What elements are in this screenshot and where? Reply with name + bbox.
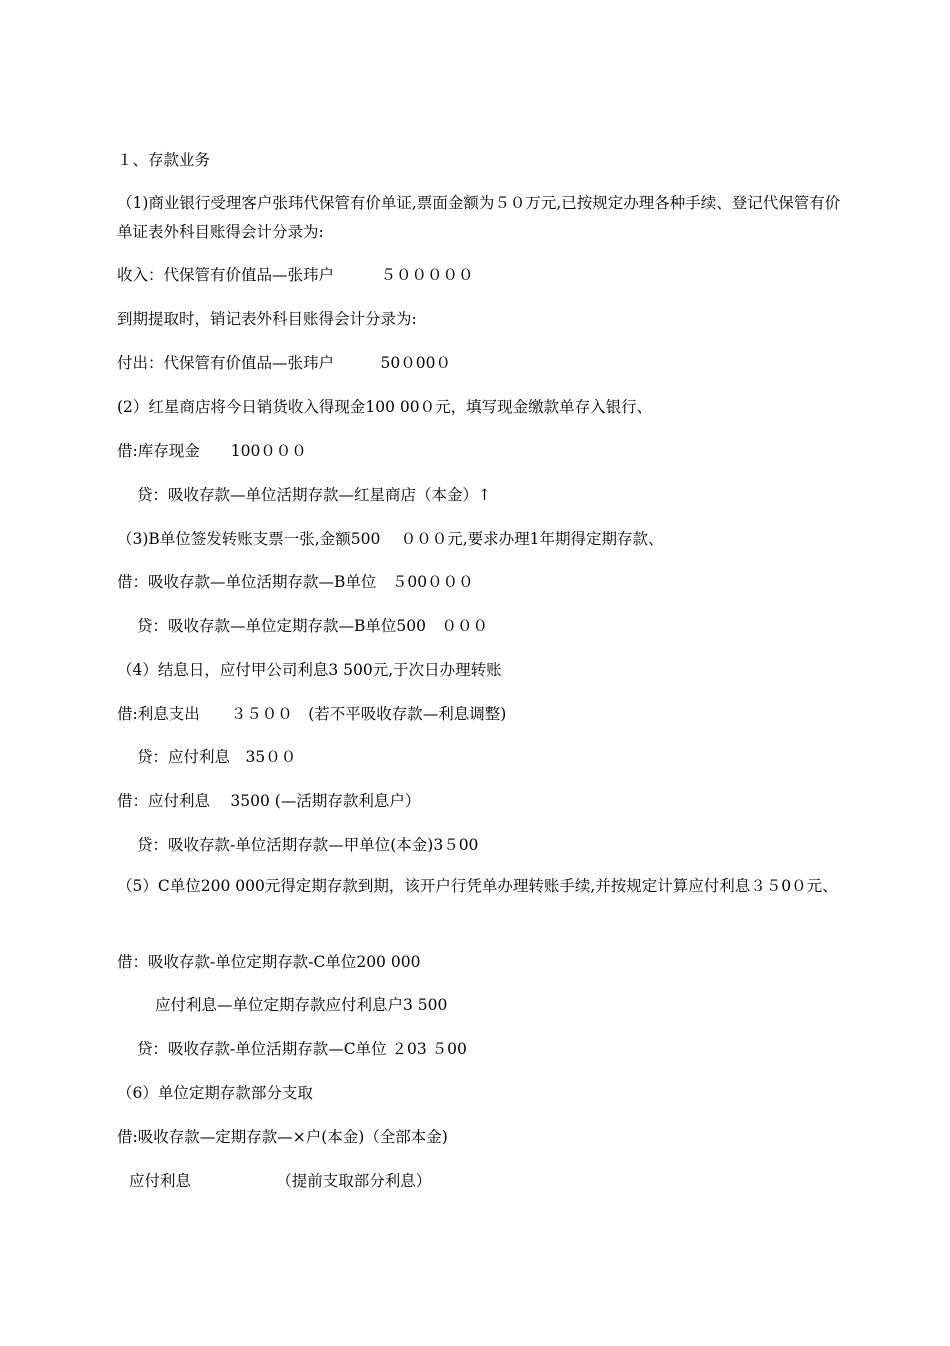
entry-line: 借：吸收存款—单位活期存款—B单位 ５00０００ (117, 573, 474, 591)
entry-line: 收入：代保管有价值品—张玮户 ５０００００ (117, 266, 474, 284)
paragraph-1: （1)商业银行受理客户张玮代保管有价单证,票面金额为５０万元,已按规定办理各种手续、登记代保管有价单证表外科目账得会计分录为: (117, 194, 841, 241)
entry-line: 借：吸收存款-单位定期存款-C单位200 000 (117, 953, 421, 971)
entry-line: 贷：吸收存款—单位活期存款—红星商店（本金）↑ (137, 486, 491, 504)
entry-line: 贷：应付利息 35００ (137, 748, 297, 766)
paragraph-4: （4）结息日，应付甲公司利息3 500元,于次日办理转账 (117, 661, 502, 679)
entry-line: 贷：吸收存款-单位活期存款—C单位 ２03 ５00 (137, 1040, 467, 1058)
entry-line: 借：应付利息 3500 (—活期存款利息户） (117, 792, 421, 810)
paragraph-3: （3)B单位签发转账支票一张,金额500 ０００元,要求办理1年期得定期存款、 (117, 530, 664, 548)
entry-line: 借:利息支出 ３５００ (若不平吸收存款—利息调整) (117, 705, 507, 723)
text-line: 到期提取时，销记表外科目账得会计分录为: (117, 310, 417, 328)
paragraph-6: （6）单位定期存款部分支取 (117, 1084, 313, 1102)
entry-line: 付出：代保管有价值品—张玮户 50０00０ (117, 354, 451, 372)
entry-line: 应付利息—单位定期存款应付利息户3 500 (155, 996, 448, 1014)
entry-line: 借:吸收存款—定期存款—×户(本金)（全部本金) (117, 1128, 448, 1146)
paragraph-2: (2）红星商店将今日销货收入得现金100 00０元，填写现金缴款单存入银行、 (117, 398, 653, 416)
entry-line: 应付利息 （提前支取部分利息） (129, 1172, 432, 1190)
entry-line: 借:库存现金 100０００ (117, 442, 307, 460)
section-heading: １、存款业务 (117, 151, 211, 169)
entry-line: 贷：吸收存款—单位定期存款—B单位500 ０００ (137, 617, 488, 635)
paragraph-5: （5）C单位200 000元得定期存款到期，该开户行凭单办理转账手续,并按规定计算应付利息３５0０元、 (117, 877, 838, 895)
entry-line: 贷：吸收存款-单位活期存款—甲单位(本金)3５00 (137, 836, 479, 854)
